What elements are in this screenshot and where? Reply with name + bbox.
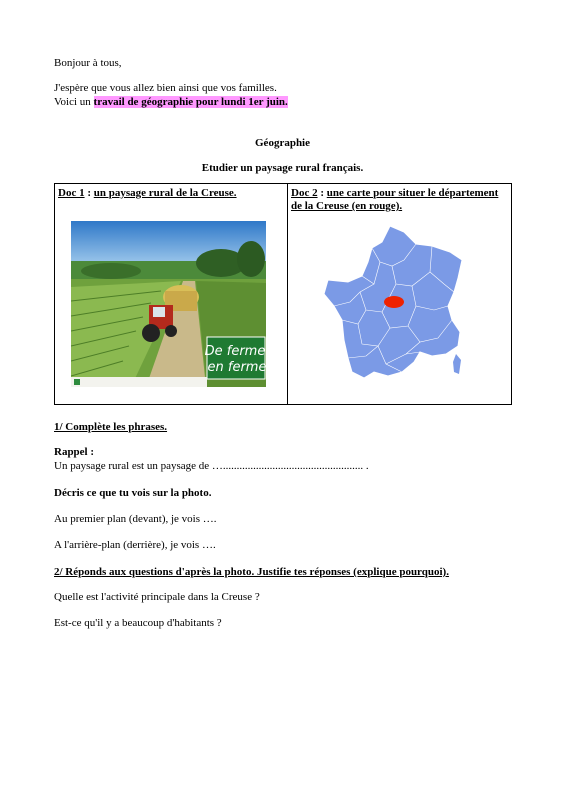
- greeting: Bonjour à tous,: [54, 57, 122, 69]
- doc2-heading: [291, 187, 508, 213]
- rappel-label: Rappel :: [54, 446, 95, 458]
- question-1: Quelle est l'activité principale dans la Creuse ?: [54, 591, 260, 603]
- subject-title: Géographie: [255, 137, 310, 149]
- section-1-title: 1/ Complète les phrases.: [54, 421, 168, 433]
- describe-instruction: Décris ce que tu vois sur la photo.: [54, 487, 212, 499]
- doc1-heading: [58, 187, 284, 199]
- doc1-caption: un paysage rural de la Creuse.: [93, 187, 237, 199]
- lesson-title: Etudier un paysage rural français.: [201, 162, 364, 174]
- rappel-sentence: Un paysage rural est un paysage de …................................................... .: [54, 460, 369, 472]
- sign-line-2: en ferme: [207, 360, 266, 375]
- doc2-label: Doc 2: [291, 187, 318, 199]
- rural-landscape-photo: [71, 221, 266, 387]
- creuse-department: [384, 296, 404, 308]
- intro-prefix: Voici un: [54, 96, 94, 108]
- question-2: Est-ce qu'il y a beaucoup d'habitants ?: [54, 617, 222, 629]
- doc2-separator: :: [317, 187, 327, 199]
- intro-highlight: travail de géographie pour lundi 1er juin.: [93, 96, 288, 108]
- intro-line-1: J'espère que vous allez bien ainsi que vos familles.: [54, 82, 277, 94]
- foreground-line: Au premier plan (devant), je vois ….: [54, 513, 217, 525]
- section-2-title: 2/ Réponds aux questions d'après la photo. Justifie tes réponses (explique pourquoi).: [54, 566, 449, 578]
- landscape-illustration: [71, 221, 266, 387]
- france-map: [320, 222, 470, 382]
- doc1-separator: :: [84, 187, 94, 199]
- intro-line-2: [54, 96, 288, 108]
- doc2-caption-line-2: de la Creuse (en rouge).: [291, 200, 403, 212]
- background-line: A l'arrière-plan (derrière), je vois ….: [54, 539, 216, 551]
- corsica: [453, 354, 461, 374]
- france-map-illustration: [320, 222, 470, 382]
- doc1-label: Doc 1: [58, 187, 85, 199]
- sign-line-1: De ferme: [204, 344, 266, 359]
- doc2-caption-line-1: une carte pour situer le département: [326, 187, 499, 199]
